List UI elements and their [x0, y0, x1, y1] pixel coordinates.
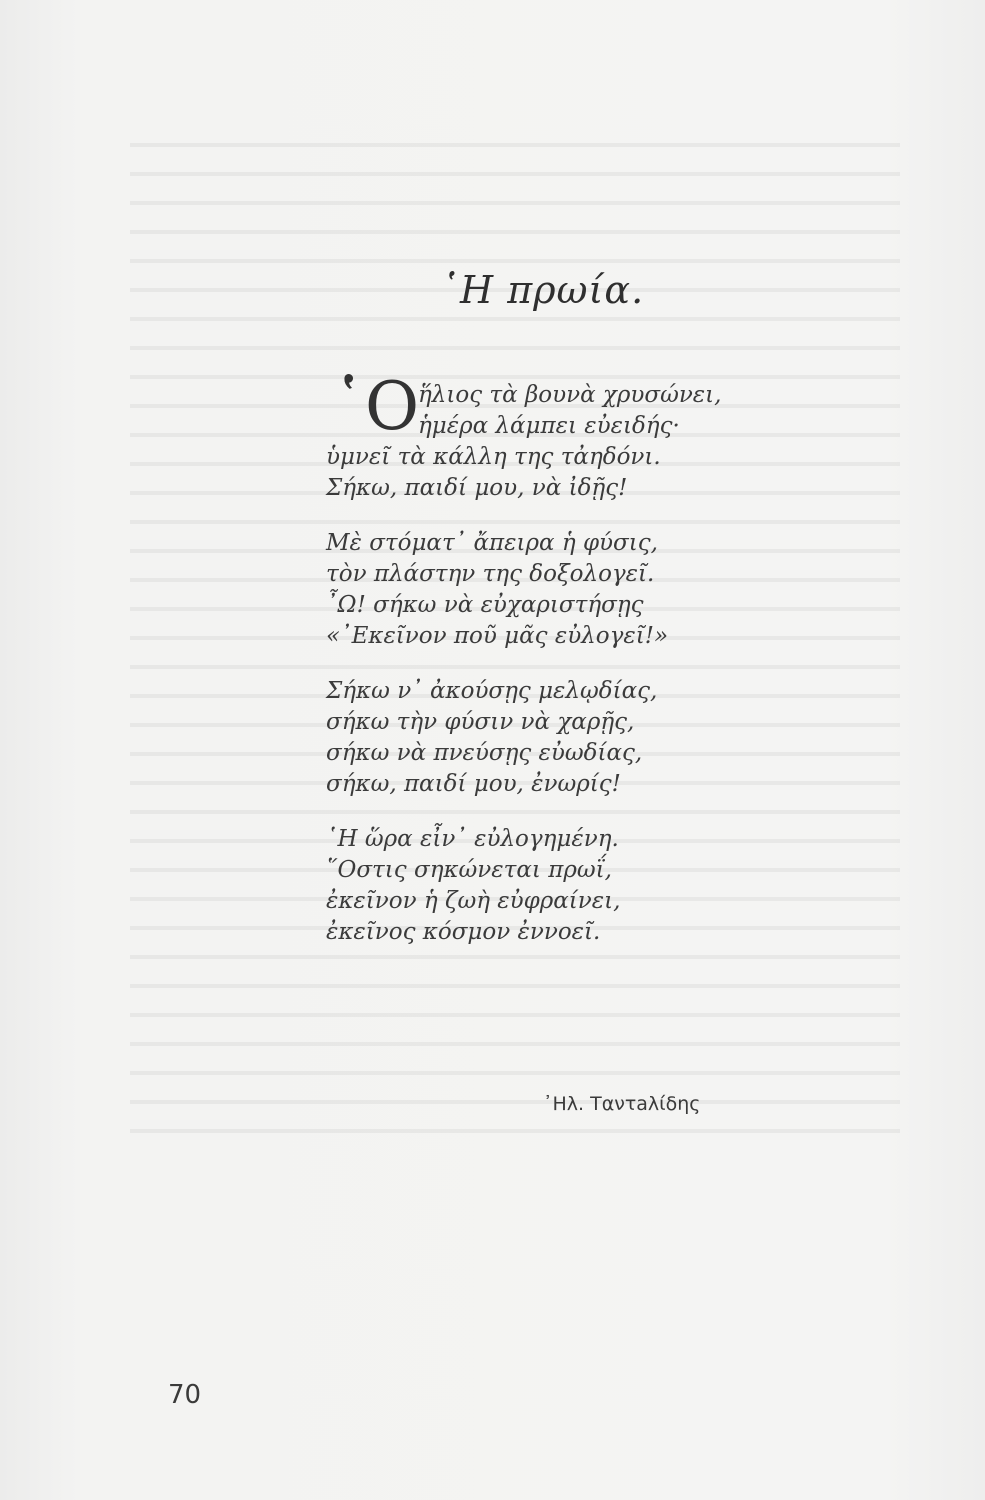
- poem-line: ἐκεῖνος κόσμον ἐννοεῖ.: [326, 919, 601, 945]
- poem-line: σήκω, παιδί μου, ἐνωρίς!: [326, 771, 621, 797]
- poem-line: ἐκεῖνον ἡ ζωὴ εὐφραίνει,: [326, 888, 621, 914]
- poem-line: ῾Η ὥρα εἶν᾽ εὐλογημένη.: [326, 826, 619, 852]
- drop-cap: ῾Ο: [332, 368, 420, 445]
- stanza-3: [326, 676, 746, 800]
- poem-line: τὸν πλάστην της δοξολογεῖ.: [326, 561, 655, 587]
- poem-line: σήκω τὴν φύσιν νὰ χαρῇς,: [326, 709, 635, 735]
- poem-line: ῞Οστις σηκώνεται πρωΐ,: [326, 857, 612, 883]
- poem-line: ὑμνεῖ τὰ κάλλη της τἀηδόνι.: [326, 444, 661, 470]
- stanza-1: [326, 368, 746, 504]
- poem-line: Σήκω, παιδί μου, νὰ ἰδῇς!: [326, 475, 628, 501]
- poem-body: [326, 368, 746, 948]
- opening-lines: [326, 368, 746, 445]
- poem-line: Σήκω ν᾽ ἀκούσῃς μελῳδίας,: [326, 678, 658, 704]
- poem-line: «᾿Εκεῖνον ποῦ μᾶς εὐλογεῖ!»: [326, 623, 669, 649]
- poem-line: ἡμέρα λάμπει εὐειδής·: [418, 413, 680, 439]
- stanza-2: [326, 528, 746, 652]
- poem-line: ἥλιος τὰ βουνὰ χρυσώνει,: [418, 382, 722, 408]
- poem-line: ῏Ω! σήκω νὰ εὐχαριστήσῃς: [326, 592, 644, 618]
- stanza-4: [326, 824, 746, 948]
- poem-line: Μὲ στόματ᾽ ἄπειρα ἡ φύσις,: [326, 530, 658, 556]
- poem-title: ῾Η πρωία.: [440, 268, 645, 312]
- poem-line: σήκω νὰ πνεύσῃς εὐωδίας,: [326, 740, 643, 766]
- page-number: 70: [168, 1380, 202, 1410]
- author-signature: ᾿Ηλ. Ταντaλίδης: [543, 1093, 701, 1115]
